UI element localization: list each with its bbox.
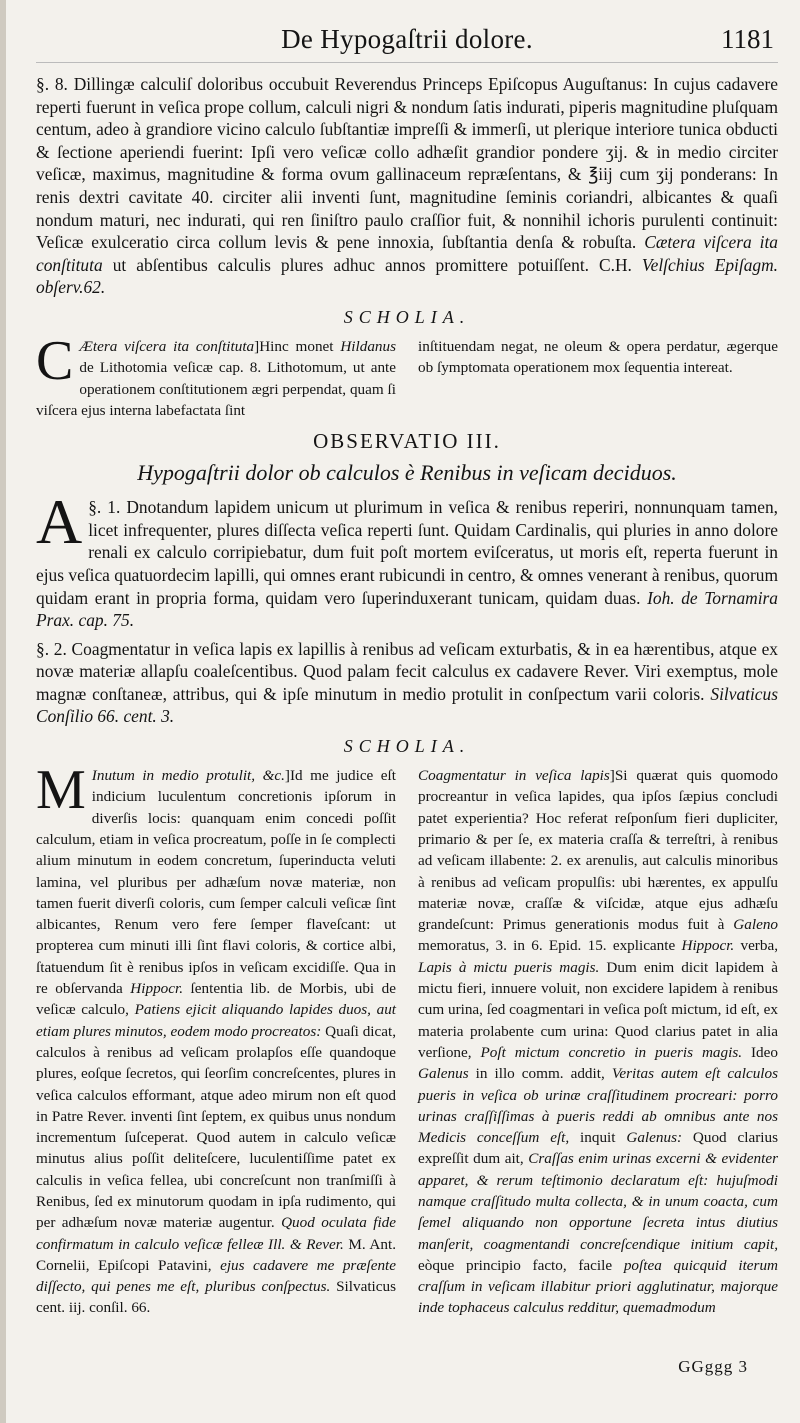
scholia-2-right-text-5: Ideo — [751, 1043, 778, 1061]
scholia-2-right-lemma: Coagmentatur in veſica lapis — [418, 767, 610, 785]
observation-p1-citation: Ioh. de Tornamira Prax. cap. 75. — [36, 587, 779, 631]
observation-p1-text: Dnotandum lapidem unicum ut plurimum in veſica & renibus reperiri, nonnunquam tamen, licet infrequenter, plures diſſecta veſica reperti ſunt. Quidam Cardinalis, qui pluries in anno dolore renali ex calculo corripiebatur, dum fuit poſt mortem eviſceratus, ut moris eſt, reperta fuerunt in ejus veſica quatuordecim lapilli, qui omnes erant rubicundi in centro, & omnes venerant à renibus, quorum quidam erant in propria forma, quidam vero ſuperinduxerant tunicam, quidam duas. — [36, 497, 779, 608]
scholia-2-left-text-3: Quaſi dicat, calculos à renibus ad veſicam prolapſos eſſe quandoque plures, eoſque ſecretos, qui ſeorſim concreſcentes, plures in veſica calculos efformant, atque adeo mirum non eſt quod in Patre Rever. inventi ſint ſeptem, ex quibus unus nondum incrementum ſuſceperat. Quod autem in calculo veſicæ minutus alius poſſit deliteſcere, luculentiſſime patet ex calculis in veſica fellea, ubi concreſcunt non tranſmiſſi à Renibus, ſed ex minutorum quodam in ipſa rudimento, qui per adhæſum novæ materiæ augentur. — [36, 1022, 397, 1232]
scholia-2-right-text-7: inquit — [580, 1129, 616, 1147]
signature-mark: GGggg 3 — [678, 1357, 748, 1376]
scholia-2-left-name-1: Hippocr. — [130, 980, 184, 998]
scholia-2-right-text-6: in illo comm. addit, — [475, 1065, 605, 1083]
scholia-2-right-paragraph — [418, 765, 778, 1319]
scholia-2-left-paragraph — [36, 759, 397, 1319]
scholia-1-left-column — [36, 329, 397, 421]
observation-p1-prefix: §. 1. — [88, 497, 121, 518]
observation-heading: OBSERVATIO III. — [313, 429, 501, 454]
scholia-2-left-text-1: ]Id me judice eſt indicium luculentum concretionis ipſorum in diverſis locis: quanquam enim concedi poſſit calculum, etiam in veſica procreatum, poſſe in ſe complecti alium minutum in eodem concretum, ſuperinducta veluti lamina, vel pluribus per adhæſum novæ materiæ, non tamen fuerit diverſi coloris, cum ſemper calculi veſicæ ſint albicantes, Renum vero fere ſemper flaveſcant: ut propterea cum minuti illi ſint flavi coloris, & cortice albi, ſtatuendum ſit è renibus ipſos in veſicam excidiſſe. Qua in re obſervanda — [36, 767, 396, 998]
scholia-1-left-text: ]Hinc monet — [254, 337, 334, 355]
scholia-2-right-text-1: ]Si quærat quis quomodo procreantur in veſica lapides, qua ipſos ſæpius concludi patet experientia? Hoc referat reſponſum fieri dupliciter, primario & per ſe, ex materia craſſa & terreſtri, à renibus ad veſicam illabente: 2. ex arenulis, aut calculis minoribus à renibus ad veſicam propulſis: ubi hærentes, ex appulſu materiæ novæ, craſſæ & viſcidæ, atque ejus adhæſu grandeſcunt: Primus generationis modus fuit à — [418, 767, 778, 934]
observation-paragraph-2 — [36, 638, 778, 728]
scholia-2-lemma: Inutum in medio protulit, &c. — [91, 767, 285, 785]
scholia-2-columns — [36, 759, 779, 1319]
scholia-2-left-citation: Silvaticus cent. iij. conſil. 66. — [36, 1278, 396, 1317]
scholia-2-right-quote-5: poſtea quicquid iterum craſſum in veſicam illabitur priori agglutinatur, majorque inde tophaceus calculus redditur, quemadmodum — [418, 1256, 779, 1317]
scholia-1-left-rest: de Lithotomia veſicæ cap. 8. Lithotomum, ut ante operationem conſtitutionem ægri perpendat, quam ſi viſcera ejus interna labefactata ſint — [36, 359, 396, 419]
observation-p2-citation: Silvaticus Conſilio 66. cent. 3. — [36, 683, 778, 727]
scholia-1-dropcap: C — [36, 329, 74, 392]
scholia-1-right-column — [418, 336, 778, 421]
scholia-1-columns — [36, 329, 778, 421]
scholia-1-left-paragraph — [36, 329, 397, 421]
scholia-2-left-quote-1: Patiens ejicit aliquando lapides duos, aut etiam plures minutos, eodem modo procreatos: — [36, 1001, 397, 1040]
page-header — [36, 22, 778, 63]
intro-quote: Cætera viſcera ita conſtituta — [36, 232, 778, 275]
observation-paragraph-1 — [36, 486, 779, 632]
scholia-2-right-text-3: verba, — [740, 937, 778, 955]
scholia-2-left-quote-2: Quod oculata fide confirmatum in calculo veſicæ felleæ Ill. & Rever. — [36, 1214, 397, 1253]
scholia-2-left-text-4: M. Ant. Cornelii, Epiſcopi Patavini, — [36, 1235, 396, 1274]
scholia-2-right-quote-1: Lapis à mictu pueris magis. — [418, 958, 600, 976]
scholia-1-left-name: Hildanus — [340, 337, 397, 355]
scholia-2-right-text-4: Dum enim dicit lapidem à mictu fieri, innuere voluit, non excidere lapidem à renibus cum urina, ſed coagmentari in veſica poſt mictum, id eſt, ex materia prolabente cum urina: Quod clarius patet in alia verſione, — [418, 958, 779, 1061]
scholia-2-right-text-2: memoratus, 3. in 6. Epid. 15. explicante — [418, 937, 676, 955]
scholia-2-left-column — [36, 759, 397, 1319]
scholia-2-right-text-8: Quod clarius expreſſit dum ait, — [418, 1129, 778, 1168]
running-title: De Hypogaſtrii dolore. — [281, 24, 533, 54]
scholia-heading-1: SCHOLIA. — [343, 306, 471, 327]
scholia-2-left-text-2: ſententia lib. de Morbis, ubi de veſicæ calculo, — [36, 980, 396, 1019]
observation-dropcap: A — [36, 486, 83, 558]
scholia-2-dropcap: M — [36, 759, 86, 822]
intro-citation: Velſchius Epiſagm. obſerv.62. — [36, 254, 778, 298]
scholia-2-left-quote-3: ejus cadavere me præſente diſſecto, qui penes me eſt, pluribus conſpectus. — [36, 1256, 396, 1296]
scholia-2-right-quote-3: Veritas autem eſt calculos pueris in veſica ob urinæ craſſitudinem procreari: porro urinas craſſiſſimas à pueris reddi ab omnibus ante nos Medicis conceſſum eſt, — [418, 1065, 779, 1147]
scholia-2-right-column — [418, 765, 778, 1319]
scholia-2-right-name-3: Galenus — [418, 1065, 469, 1083]
scholia-2-right-quote-4: Craſſas enim urinas excerni & evidenter apparet, & rerum teſtimonio declaratum eſt: hujuſmodi namque craſſitudo multa collecta, & in unum coacta, cum ſemel aliquando non opportune ſecreta intus diutius manſerit, coagmentandi concreſcendique initium capit, — [418, 1150, 778, 1253]
intro-text: §. 8. Dillingæ calculiſ doloribus occubuit Reverendus Princeps Epiſcopus Auguſtanus: In cujus cadavere reperti fuerunt in veſica prope collum, calculi nigri & nondum ſatis indurati, piperis magnitudine pluſquam centum, adeo à grandiore vicino calculo ſubſtantiæ impreſſi & immerſi, ut plerique interiore tunica obducti & ſectione aperiendi fuerint: Ipſi vero veſicæ collo adhæſit grandior pondere ʒij. & in medio circiter veſicæ, maximus, magnitudine & forma ovum gallinaceum repræſentans, & ℥iij cum ʒij ponderans: In renis dextri cavitate 40. circiter alii inventi ſunt, magnitudine ſeminis coriandri, albicantes & quaſi nondum maturi, nec indurati, qui ren ſiniſtro paulo craſſior fuit, & nonnihil ichoris purulenti continuit: Veſicæ exulceratio circa collum levis & pene innoxia, ſubſtantia denſa & robuſta. — [36, 74, 778, 253]
scholia-2-right-name-4: Galenus: — [626, 1129, 683, 1147]
scholia-2-right-name-2: Hippocr. — [681, 937, 735, 955]
observation-p2-text: §. 2. Coagmentatur in veſica lapis ex lapillis à renibus ad veſicam exturbatis, & in ea hærentibus, atque ex novæ materiæ allapſu coaleſcentibus. Quod palam fecit calculus ex cadavere Rever. Viri exemptus, mole magnæ conſtaneæ, attribus, qui & ipſe minutum in medio protulit in conſpectum varii coloris. — [36, 638, 778, 704]
scholia-2-right-quote-2: Poſt mictum concretio in pueris magis. — [480, 1043, 743, 1061]
scholia-2-right-text-9: eòque principio facto, facile — [418, 1256, 613, 1274]
scholia-1-lemma: Ætera viſcera ita conſtituta — [79, 337, 255, 355]
intro-after-quote: ut abſentibus calculis plures adhuc annos promittere potuiſſent. C.H. — [112, 254, 632, 275]
intro-paragraph — [36, 73, 778, 299]
intro-section — [36, 73, 778, 299]
scholia-2-right-name-1: Galeno — [733, 916, 779, 934]
scholia-heading-2: SCHOLIA. — [343, 736, 471, 757]
scholia-1-right-paragraph: inſtituendam negat, ne oleum & opera perdatur, ægerque ob ſymptomata operationem mox ſequentia intereat. — [418, 337, 778, 377]
page-number: 1181 — [721, 24, 774, 54]
observation-subtitle: Hypogaſtrii dolor ob calculos è Renibus in veſicam deciduos. — [137, 460, 677, 486]
observation-body — [36, 486, 779, 728]
